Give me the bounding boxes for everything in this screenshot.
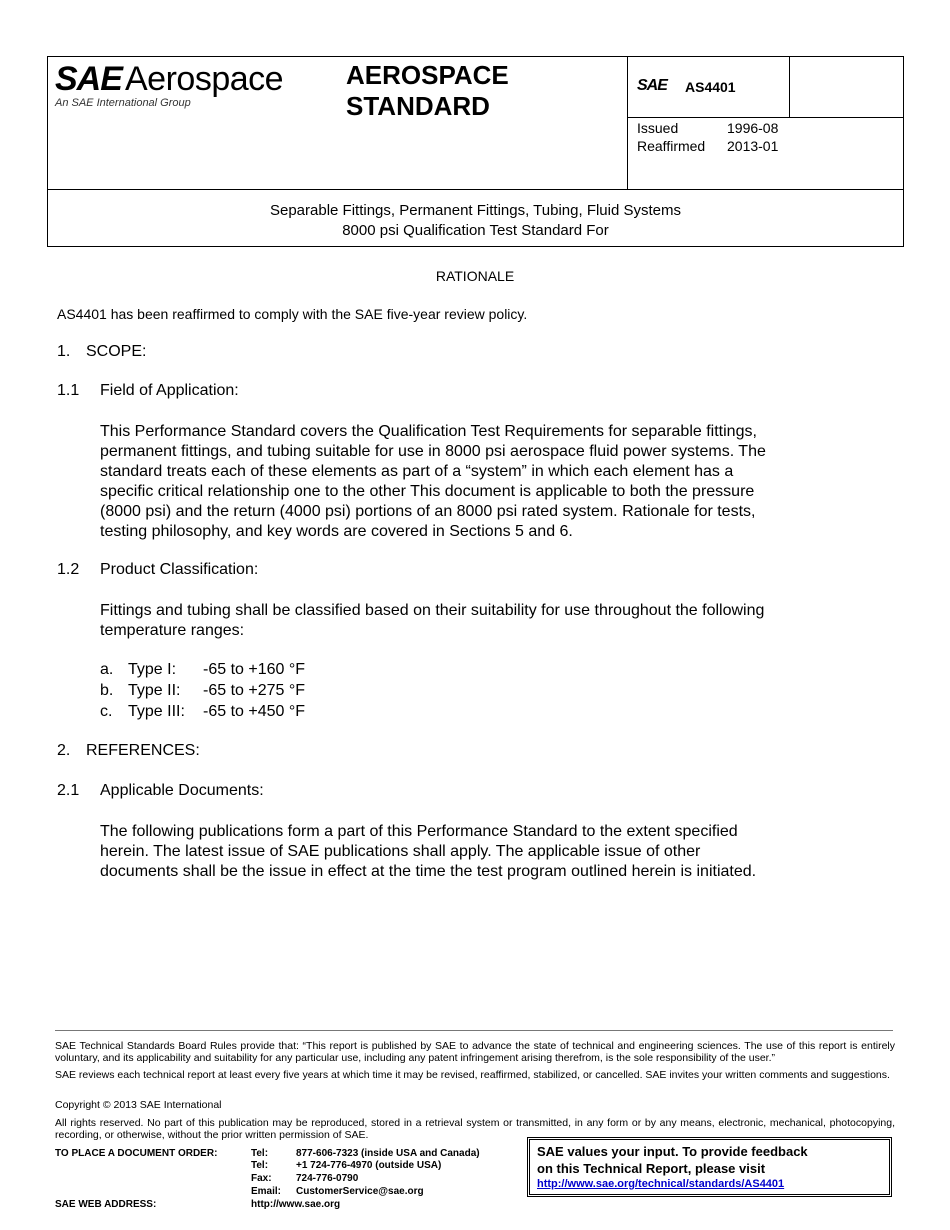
contact-label: Email: <box>251 1186 282 1197</box>
text-line: specific critical relationship one to the other This document is applicable to both the pressure <box>100 483 755 500</box>
contact-value: +1 724-776-4970 (outside USA) <box>296 1160 442 1171</box>
list-item-letter: a. <box>100 661 114 678</box>
feedback-line1: SAE values your input. To provide feedback <box>537 1144 808 1159</box>
text-line: documents shall be the issue in effect at the time the test program outlined herein is initiated. <box>100 863 757 880</box>
contact-label: Fax: <box>251 1173 272 1184</box>
contact-label: Tel: <box>251 1160 269 1171</box>
section-2-1-title: Applicable Documents: <box>100 782 264 799</box>
title-line1: Separable Fittings, Permanent Fittings, Tubing, Fluid Systems <box>269 202 682 219</box>
contact-email[interactable]: CustomerService@sae.org <box>296 1186 424 1197</box>
section-2-1-body <box>100 822 840 882</box>
list-item-letter: b. <box>100 682 114 699</box>
web-address-value[interactable]: http://www.sae.org <box>251 1199 341 1210</box>
text-line: temperature ranges: <box>100 622 245 639</box>
reaffirmed-label: Reaffirmed <box>637 138 706 154</box>
footer-divider <box>55 1030 893 1031</box>
text-line: Fittings and tubing shall be classified based on their suitability for use throughout the following <box>100 602 765 619</box>
issue-labels <box>637 119 705 155</box>
issued-label: Issued <box>637 120 679 136</box>
footer-copyright: Copyright © 2013 SAE International <box>55 1099 222 1111</box>
logo-subtitle: An SAE International Group <box>55 97 191 109</box>
doc-type-line2: STANDARD <box>346 91 490 121</box>
title-line2: 8000 psi Qualification Test Standard For <box>342 222 609 239</box>
section-1-1-number: 1.1 <box>57 382 80 399</box>
contact-label: Tel: <box>251 1148 269 1159</box>
list-item-range: -65 to +275 °F <box>203 682 306 699</box>
doc-type-line1: AEROSPACE <box>346 60 509 90</box>
text-line: This Performance Standard covers the Qualification Test Requirements for separable fittings, <box>100 423 757 440</box>
section-1-2-title: Product Classification: <box>100 561 259 578</box>
list-item-name: Type III: <box>128 703 185 720</box>
rationale-text: AS4401 has been reaffirmed to comply with the SAE five-year review policy. <box>57 306 528 322</box>
text-line: The following publications form a part of this Performance Standard to the extent specified <box>100 823 738 840</box>
text-line: standard treats each of these elements as part of a “system” in which each element has a <box>100 463 734 480</box>
header-column-divider <box>627 56 628 190</box>
section-2-1-number: 2.1 <box>57 782 80 799</box>
header-column-divider <box>789 56 790 117</box>
section-2-number: 2. <box>57 742 71 759</box>
section-1-2-body <box>100 601 840 641</box>
section-1-1-title: Field of Application: <box>100 382 239 399</box>
header-divider <box>47 189 904 190</box>
document-number: AS4401 <box>685 79 736 95</box>
section-1-1-body <box>100 422 840 542</box>
aerospace-logo-text: Aerospace <box>125 60 284 98</box>
text-line: testing philosophy, and key words are covered in Sections 5 and 6. <box>100 523 573 540</box>
list-item-name: Type I: <box>128 661 177 678</box>
footer-rights-text: All rights reserved. No part of this publication may be reproduced, stored in a retrieval system or transmitted, in any form or by any means, electronic, mechanical, photocopying, recording, or otherwise, without the prior written permission of SAE. <box>55 1117 895 1141</box>
web-address-label: SAE WEB ADDRESS: <box>55 1199 157 1210</box>
sae-logo: SAE <box>55 60 122 98</box>
section-2-title: REFERENCES: <box>86 742 200 759</box>
issued-value: 1996-08 <box>727 120 779 136</box>
feedback-box <box>527 1137 892 1197</box>
section-1-number: 1. <box>57 343 71 360</box>
list-item-range: -65 to +450 °F <box>203 703 306 720</box>
list-item-range: -65 to +160 °F <box>203 661 306 678</box>
text-line: (8000 psi) and the return (4000 psi) portions of an 8000 psi rated system. Rationale for tests, <box>100 503 756 520</box>
document-type <box>346 60 509 122</box>
reaffirmed-value: 2013-01 <box>727 138 779 154</box>
list-item-letter: c. <box>100 703 113 720</box>
order-label: TO PLACE A DOCUMENT ORDER: <box>55 1148 218 1159</box>
issue-values <box>727 119 778 155</box>
document-title <box>47 201 904 241</box>
footer-rules-text: SAE Technical Standards Board Rules provide that: “This report is published by SAE to advance the state of technical and engineering sciences. The use of this report is entirely voluntary, and its applicability and suitability for any particular use, including any patent infringement arising therefrom, is the sole responsibility of the user.” <box>55 1040 895 1064</box>
contact-value: 877-606-7323 (inside USA and Canada) <box>296 1148 480 1159</box>
text-line: permanent fittings, and tubing suitable for use in 8000 psi aerospace fluid power systems. The <box>100 443 766 460</box>
feedback-link[interactable]: http://www.sae.org/technical/standards/AS4401 <box>537 1178 785 1190</box>
rationale-heading: RATIONALE <box>435 268 515 284</box>
sae-small-logo: SAE <box>637 77 667 94</box>
footer-review-text: SAE reviews each technical report at least every five years at which time it may be revised, reaffirmed, stabilized, or cancelled. SAE invites your written comments and suggestions. <box>55 1069 890 1081</box>
section-1-title: SCOPE: <box>86 343 147 360</box>
list-item-name: Type II: <box>128 682 181 699</box>
feedback-line2: on this Technical Report, please visit <box>537 1161 766 1176</box>
contact-value: 724-776-0790 <box>296 1173 359 1184</box>
text-line: herein. The latest issue of SAE publications shall apply. The applicable issue of other <box>100 843 701 860</box>
header-row-divider <box>627 117 904 118</box>
section-1-2-number: 1.2 <box>57 561 80 578</box>
